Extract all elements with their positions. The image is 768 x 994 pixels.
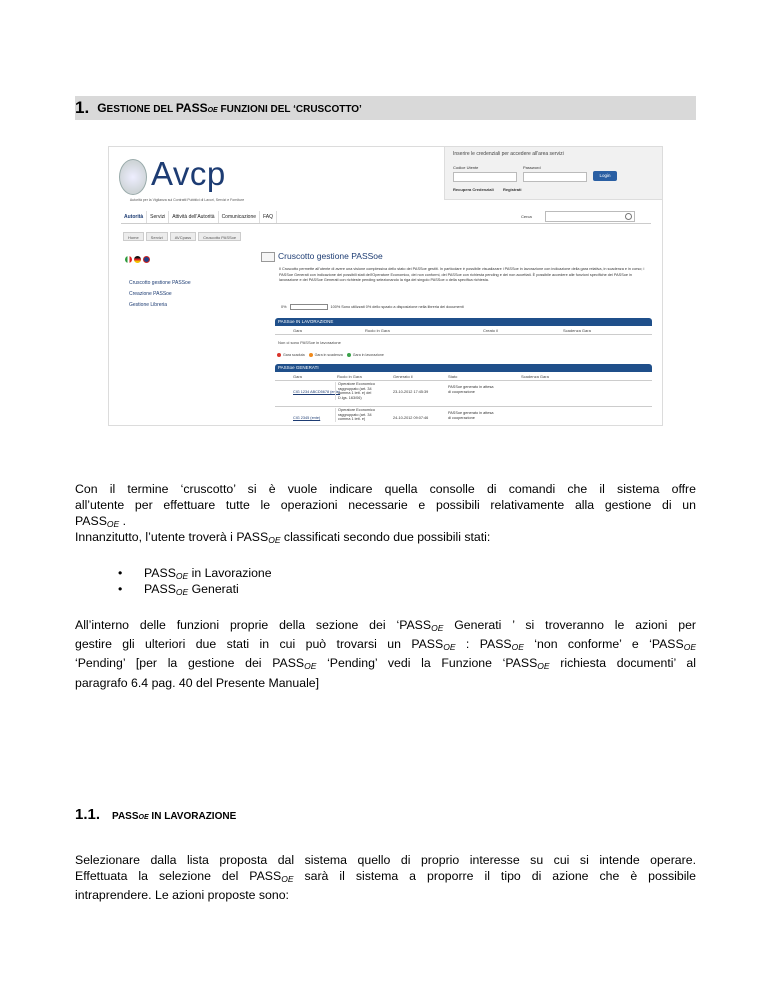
- register-link[interactable]: Registrati: [503, 187, 522, 192]
- nav-autorita[interactable]: Autorità: [121, 211, 147, 223]
- section-number: 1.: [75, 98, 90, 117]
- nav-comunicazione[interactable]: Comunicazione: [219, 211, 260, 223]
- paragraph-generati: All’interno delle funzioni proprie della sezione dei ‘PASSOE Generati ’ si troveranno le azioni per gestire gli ulteriori due stati in cui può trovarsi un PASSOE : PASSOE ‘non conforme’ e ‘PASSOE ‘Pending’ [per la gestione dei PASSOE ‘Pending’ vedi la Funzione ‘PASSOE richiesta documenti’ al paragrafo 6.4 pag. 40 del Presente Manuale]: [75, 618, 696, 690]
- sidebar-item-creazione[interactable]: Creazione PASSoe: [129, 291, 172, 297]
- breadcrumb-servizi[interactable]: Servizi: [146, 232, 168, 241]
- sidebar-item-cruscotto[interactable]: Cruscotto gestione PASSoe: [129, 280, 191, 286]
- paragraph-intro: Con il termine ‘cruscotto’ si è vuole indicare quella consolle di comandi che il sistema offre all’utente per effettuare tutte le operazioni necessarie e possibili relativamente alla gestione di un PASSOE .: [75, 482, 696, 530]
- password-label: Password: [523, 165, 541, 170]
- panel-in-lavorazione-columns: Gara Ruolo in Gara Creato il Scadenza Gara: [275, 327, 652, 335]
- panel-in-lavorazione-header: PASSoe IN LAVORAZIONE: [275, 318, 652, 326]
- login-box: [444, 147, 663, 200]
- storage-progress-bar: [290, 304, 328, 310]
- section-heading: [75, 96, 696, 120]
- table-row[interactable]: CIG 1234 ABCD5678 (ente) Operatore Economico raggruppato (art. 34 comma 1 lett. e) del D.lgs. 163/06) 23-10-2012 17:45:39 PASSoe generato in attesa di cooperazione: [275, 381, 652, 407]
- storage-progress: 0% 100% Sono utilizzati 0% dello spazio a disposizione nella libreria dei documenti: [281, 305, 464, 309]
- english-flag-icon[interactable]: [143, 256, 150, 263]
- password-input[interactable]: [523, 172, 587, 182]
- breadcrumb: [123, 232, 243, 241]
- orange-dot-icon: [309, 353, 313, 357]
- seal-icon: [119, 159, 147, 195]
- breadcrumb-home[interactable]: Home: [123, 232, 144, 241]
- subsection-heading: 1.1. PASSOE IN LAVORAZIONE: [75, 806, 237, 823]
- login-button[interactable]: Login: [593, 171, 617, 181]
- nav-servizi[interactable]: Servizi: [147, 211, 169, 223]
- paragraph-selection: Selezionare dalla lista proposta dal sistema quello di proprio interesse su cui si intende operare. Effettuata la selezione del PASSOE sarà il sistema a proporre il tipo di azione che è possibile intraprendere. Le azioni proposte sono:: [75, 853, 696, 903]
- panel-generati-columns: Gara Ruolo in Gara Generato il Stato Scadenza Gara: [275, 373, 652, 381]
- nav-faq[interactable]: FAQ: [260, 211, 277, 223]
- legend: Gara scaduta Gara in scadenza Gara in lavorazione: [277, 353, 384, 357]
- paragraph-states: Innanzitutto, l’utente troverà i PASSOE classificati secondo due possibili stati:: [75, 530, 491, 545]
- german-flag-icon[interactable]: [134, 256, 141, 263]
- recover-credentials-link[interactable]: Recupera Credenziali: [453, 187, 494, 192]
- username-input[interactable]: [453, 172, 517, 182]
- embedded-screenshot: [108, 146, 663, 426]
- sidebar: [129, 278, 191, 311]
- main-title: Cruscotto gestione PASSoe: [261, 251, 383, 262]
- breadcrumb-cruscotto[interactable]: Cruscotto PASSoe: [198, 232, 241, 241]
- main-description: Il Cruscotto permette all'utente di avere una visione complessiva dello stato dei PASSoe gestiti. In particolare è possibile visualizzare i PASSoe in lavorazione con indicazione della gara relativa, in scadenza e in corso; i PASSoe Generati con indicazione dei possibili stati dell'Operatore Economico, dei non conformi, dei PASSoe con richiesta pending e dei non accettati. È possibile accedere alle funzioni specifiche dei PASSoe in lavorazione e dei PASSoe Generati con richieste pending selezionando la riga del singolo PASSoe o della specifica richiesta.: [279, 267, 645, 282]
- italian-flag-icon[interactable]: [125, 256, 132, 263]
- search-icon[interactable]: [625, 213, 632, 220]
- dashboard-icon: [261, 252, 275, 262]
- list-item: • PASSOE in Lavorazione: [118, 566, 272, 581]
- green-dot-icon: [347, 353, 351, 357]
- section-title: GESTIONE DEL PASSOE FUNZIONI DEL ‘CRUSCOTTO’: [97, 101, 362, 115]
- username-label: Codice Utente: [453, 165, 479, 170]
- panel-generati-header: PASSoe GENERATI: [275, 364, 652, 372]
- table-row[interactable]: CIG 2345 (ente) Operatore Economico raggruppato (art. 34 comma 1 lett. e) 24-10-2012 09:07:46 PASSoe generato in attesa di cooperazione: [275, 407, 652, 426]
- red-dot-icon: [277, 353, 281, 357]
- list-item: • PASSOE Generati: [118, 582, 239, 597]
- empty-message: Non ci sono PASSoe in lavorazione: [278, 340, 341, 345]
- language-flags: [125, 256, 152, 263]
- search-label: Cerca: [521, 214, 532, 219]
- search-input[interactable]: [545, 211, 635, 222]
- nav-attivita[interactable]: Attività dell'Autorità: [169, 211, 218, 223]
- login-header: Inserire le credenziali per accedere all'area servizi: [453, 151, 564, 157]
- sidebar-item-libreria[interactable]: Gestione Libreria: [129, 302, 168, 308]
- breadcrumb-avcpass[interactable]: AVCpass: [170, 232, 196, 241]
- avcp-logo: Avcp Autorità per la Vigilanza sui Contratti Pubblici di Lavori, Servizi e Forniture: [117, 155, 257, 205]
